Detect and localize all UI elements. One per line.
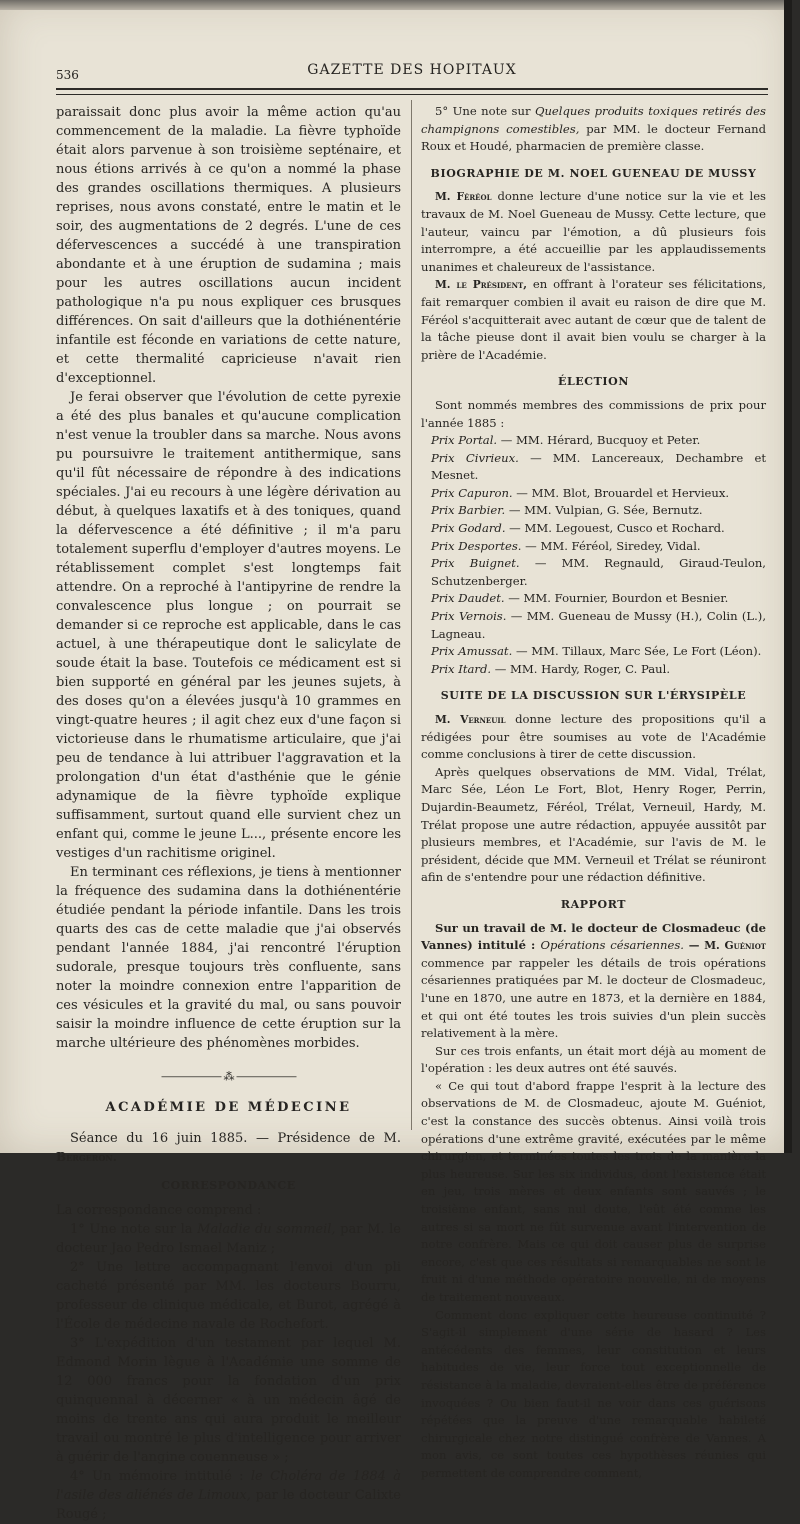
- right-column: [421, 103, 766, 1483]
- section-separator: —————— ⁂ ——————: [161, 1070, 296, 1083]
- list-item: 5° Une note sur Quelques produits toxiques retirés des champignons comestibles, par MM. le docteur Fernand Roux et Houdé, pharmacien de première classe.: [421, 104, 766, 154]
- paragraph: M. Féréol donne lecture d'une notice sur la vie et les travaux de M. Noel Gueneau de Mussy. Cette lecture, que l'auteur, vaincu par l'émotion, a dû plusieurs fois interrompre, a été accueillie par les applaudissements unanimes et chaleureux de l'assistance.: [421, 189, 767, 274]
- prize-list: [421, 432, 766, 678]
- subsection-title: BIOGRAPHIE DE M. NOEL GUENEAU DE MUSSY: [430, 166, 757, 180]
- subsection-title: CORRESPONDANCE: [161, 1179, 296, 1192]
- list-item: Prix Godard. — MM. Legouest, Cusco et Rochard.: [431, 521, 725, 536]
- list-item: Prix Amussat. — MM. Tillaux, Marc Sée, Le Fort (Léon).: [431, 644, 762, 659]
- header-rule-thin: [56, 94, 768, 95]
- list-item: Prix Buignet. — MM. Regnauld, Giraud-Teulon, Schutzenberger.: [431, 556, 766, 588]
- paragraph: Je ferai observer que l'évolution de cette pyrexie a été des plus banales et qu'aucune complication n'est venue la troubler dans sa marche. Nous avons pu poursuivre le traitement antithermique, sans qu'il fût nécessaire de répondre à des indications spéciales. J'ai eu recours à une légère dérivation au début, à quelques laxatifs et à des toniques, quand la défervescence a été définitive ; il m'a paru totalement superflu d'employer d'autres moyens. Le rétablissement complet s'est longtemps fait attendre. On a reproché à l'antipyrine de rendre la convalescence plus longue ; on pourrait se demander si ce reproche est applicable, dans le cas actuel, à une thérapeutique dont le salicylate de soude était la base. Toutefois ce médicament est si bien supporté en général par les jeunes sujets, à des doses qu'on a élevées jusqu'à 10 grammes en vingt-quatre heures ; il agit chez eux d'une façon si victorieuse dans le rhumatisme articulaire, que j'ai peu de tendance à lui attribuer l'aggravation et la prolongation d'un état d'asthénie que le génie adynamique de la fièvre typhoïde explique suffisamment, surtout quand elle survient chez un enfant qui, comme le jeune L..., présente encore les vestiges d'un rachitisme originel.: [56, 390, 401, 861]
- paragraph: paraissait donc plus avoir la même action qu'au commencement de la maladie. La fièvre typhoïde était alors parvenue à son troisième septénaire, et nous étions arrivés à ce qu'on a nommé la phase des grandes oscillations thermiques. A plusieurs reprises, nous avons constaté, entre le matin et le soir, des augmentations de 2 degrés. L'une de ces défervescences a succédé à une transpiration abondante et à une éruption de sudamina ; mais pour les autres oscillations aucun incident pathologique n'a pu nous expliquer ces brusques différences. On sait d'ailleurs que la dothiénentérie infantile est féconde en variations de cette nature, et cette thermalité capricieuse n'avait rien d'exceptionnel.: [56, 105, 401, 386]
- column-divider: [411, 100, 412, 1130]
- paragraph: Après quelques observations de MM. Vidal, Trélat, Marc Sée, Léon Le Fort, Blot, Henry Roger, Perrin, Dujardin-Beaumetz, Féréol, Trélat, Verneuil, Hardy, M. Trélat propose une autre rédaction, appuyée aussitôt par plusieurs membres, et l'Académie, sur l'avis de M. le président, décide que MM. Verneuil et Trélat se réuniront afin de s'entendre pour une rédaction définitive.: [421, 764, 766, 885]
- list-item: Prix Itard. — MM. Hardy, Roger, C. Paul.: [431, 661, 671, 676]
- list-item: 4° Un mémoire intitulé : le Choléra de 1884 à l'asile des aliénés de Limoux, par le docteur Calixte Rougé ;: [56, 1469, 401, 1522]
- left-column: [56, 103, 401, 1524]
- page-number: 536: [56, 68, 79, 82]
- paragraph: « Ce qui tout d'abord frappe l'esprit à la lecture des observations de M. de Closmadeuc, ajoute M. Guéniot, c'est la constance des succès obtenus. Ainsi voilà trois opérations d'une extrême gravité, exécutées par le même chirurgien, et terminées toutes les trois de la manière la plus heureuse. Sur les six individus, dont l'existence était en jeu, trois mères et deux enfants sont sauvés ; le troisième enfant, sans nul doute, l'eût été comme les autres si sa mort ne fût survenue avant l'intervention de notre confrère. Mais ce qui doit causer plus de surprise encore, c'est que ces résultats si remarquables ne sont le fruit ni d'une méthode opératoire nouvelle, ni de moyens de traitement nouveaux.: [421, 1078, 766, 1304]
- list-item: 1° Une note sur la Maladie du sommeil, par M. le docteur Jao Pedro Ismael Maniz ;: [56, 1222, 401, 1256]
- list-item: Prix Vernois. — MM. Gueneau de Mussy (H.), Colin (L.), Lagneau.: [431, 609, 767, 641]
- list-item: Prix Barbier. — MM. Vulpian, G. Sée, Bernutz.: [431, 503, 703, 518]
- list-item: Prix Desportes. — MM. Féréol, Siredey, Vidal.: [431, 538, 701, 553]
- list-item: Prix Capuron. — MM. Blot, Brouardel et Hervieux.: [431, 485, 730, 500]
- paragraph: En terminant ces réflexions, je tiens à mentionner la fréquence des sudamina dans la dothiénentérie étudiée pendant la période infantile. Dans les trois quarts des cas de cette maladie que j'ai observés pendant l'année 1884, j'ai rencontré l'éruption sudorale, presque toujours très confluente, sans noter la moindre connexion entre l'apparition de ces vésicules et la gravité du mal, ou sans pouvoir saisir la moindre influence de cette éruption sur la marche ultérieure des phénomènes morbides.: [56, 865, 401, 1051]
- list-item: Prix Daudet. — MM. Fournier, Bourdon et Besnier.: [431, 591, 729, 606]
- subsection-title: RAPPORT: [560, 897, 627, 911]
- paragraph: M. Verneuil donne lecture des propositions qu'il a rédigées pour être soumises au vote de l'Académie comme conclusions à tirer de cette discussion.: [421, 712, 766, 762]
- paragraph: M. le Président, en offrant à l'orateur ses félicitations, fait remarquer combien il avait eu raison de dire que M. Féréol s'acquitterait avec autant de cœur que de talent de la tâche pieuse dont il avait bien voulu se charger à la prière de l'Académie.: [421, 277, 767, 362]
- list-item: 2° Une lettre accompagnant l'envoi d'un pli cacheté présenté par MM. les docteurs Bourru, professeur de clinique médicale, et Burot, agrégé à l'École de médecine navale de Rochefort.: [56, 1260, 401, 1332]
- paragraph: Comment donc expliquer cette heureuse continuité ? S'agit-il simplement d'une série de hasard ? Les antécédents des femmes, leur constitution et leurs habitudes de vie, leur force tout exceptionnelle de résistance à la maladie, devraient-elles être de préférence invoquées ? Ou bien faut-il ne voir dans ces guérisons répétées que la preuve d'une remarquable habileté chirurgicale chez notre distingué confrère de Vannes. A mon avis, ce sont toutes ces hypothèses réunies qui permettent de comprendre comment,: [421, 1307, 766, 1480]
- list-item: 3° L'expédition d'un testament par lequel M. Edmond Morin lègue à l'Académie une somme de 12 000 francs pour la fondation d'un prix quinquennal à décerner « à un médecin âgé de moins de trente ans qui aura produit le meilleur travail ou montré le plus d'intelligence pour arriver à guérir de l'angine couenneuse » ;: [56, 1336, 401, 1465]
- paragraph: Sur un travail de M. le docteur de Closmadeuc (de Vannes) intitulé : Opérations césariennes. — M. Guéniot commence par rappeler les détails de trois opérations césariennes pratiquées par M. le docteur de Closmadeuc, l'une en 1870, une autre en 1873, et la dernière en 1884, et qui ont été toutes les trois suivies d'un plein succès relativement à la mère.: [421, 920, 767, 1041]
- paragraph: La correspondance comprend :: [56, 1203, 262, 1218]
- paragraph: Sont nommés membres des commissions de prix pour l'année 1885 :: [421, 397, 766, 430]
- page-header: [56, 60, 768, 84]
- binding-edge: [784, 0, 792, 1153]
- subsection-title: ÉLECTION: [557, 375, 630, 389]
- section-title: ACADÉMIE DE MÉDECINE: [105, 1100, 352, 1115]
- list-item: Prix Civrieux. — MM. Lancereaux, Dechambre et Mesnet.: [431, 450, 766, 483]
- paragraph: Sur ces trois enfants, un était mort déjà au moment de l'opération : les deux autres ont été sauvés.: [421, 1043, 766, 1076]
- header-rule: [56, 88, 768, 90]
- journal-title: GAZETTE DES HOPITAUX: [307, 62, 517, 78]
- page-top-edge: [0, 0, 792, 10]
- list-item: Prix Portal. — MM. Hérard, Bucquoy et Peter.: [431, 433, 701, 448]
- subsection-title: SUITE DE LA DISCUSSION SUR L'ÉRYSIPÈLE: [440, 689, 747, 703]
- session-line: Séance du 16 juin 1885. — Présidence de M. Bergeron.: [56, 1131, 401, 1164]
